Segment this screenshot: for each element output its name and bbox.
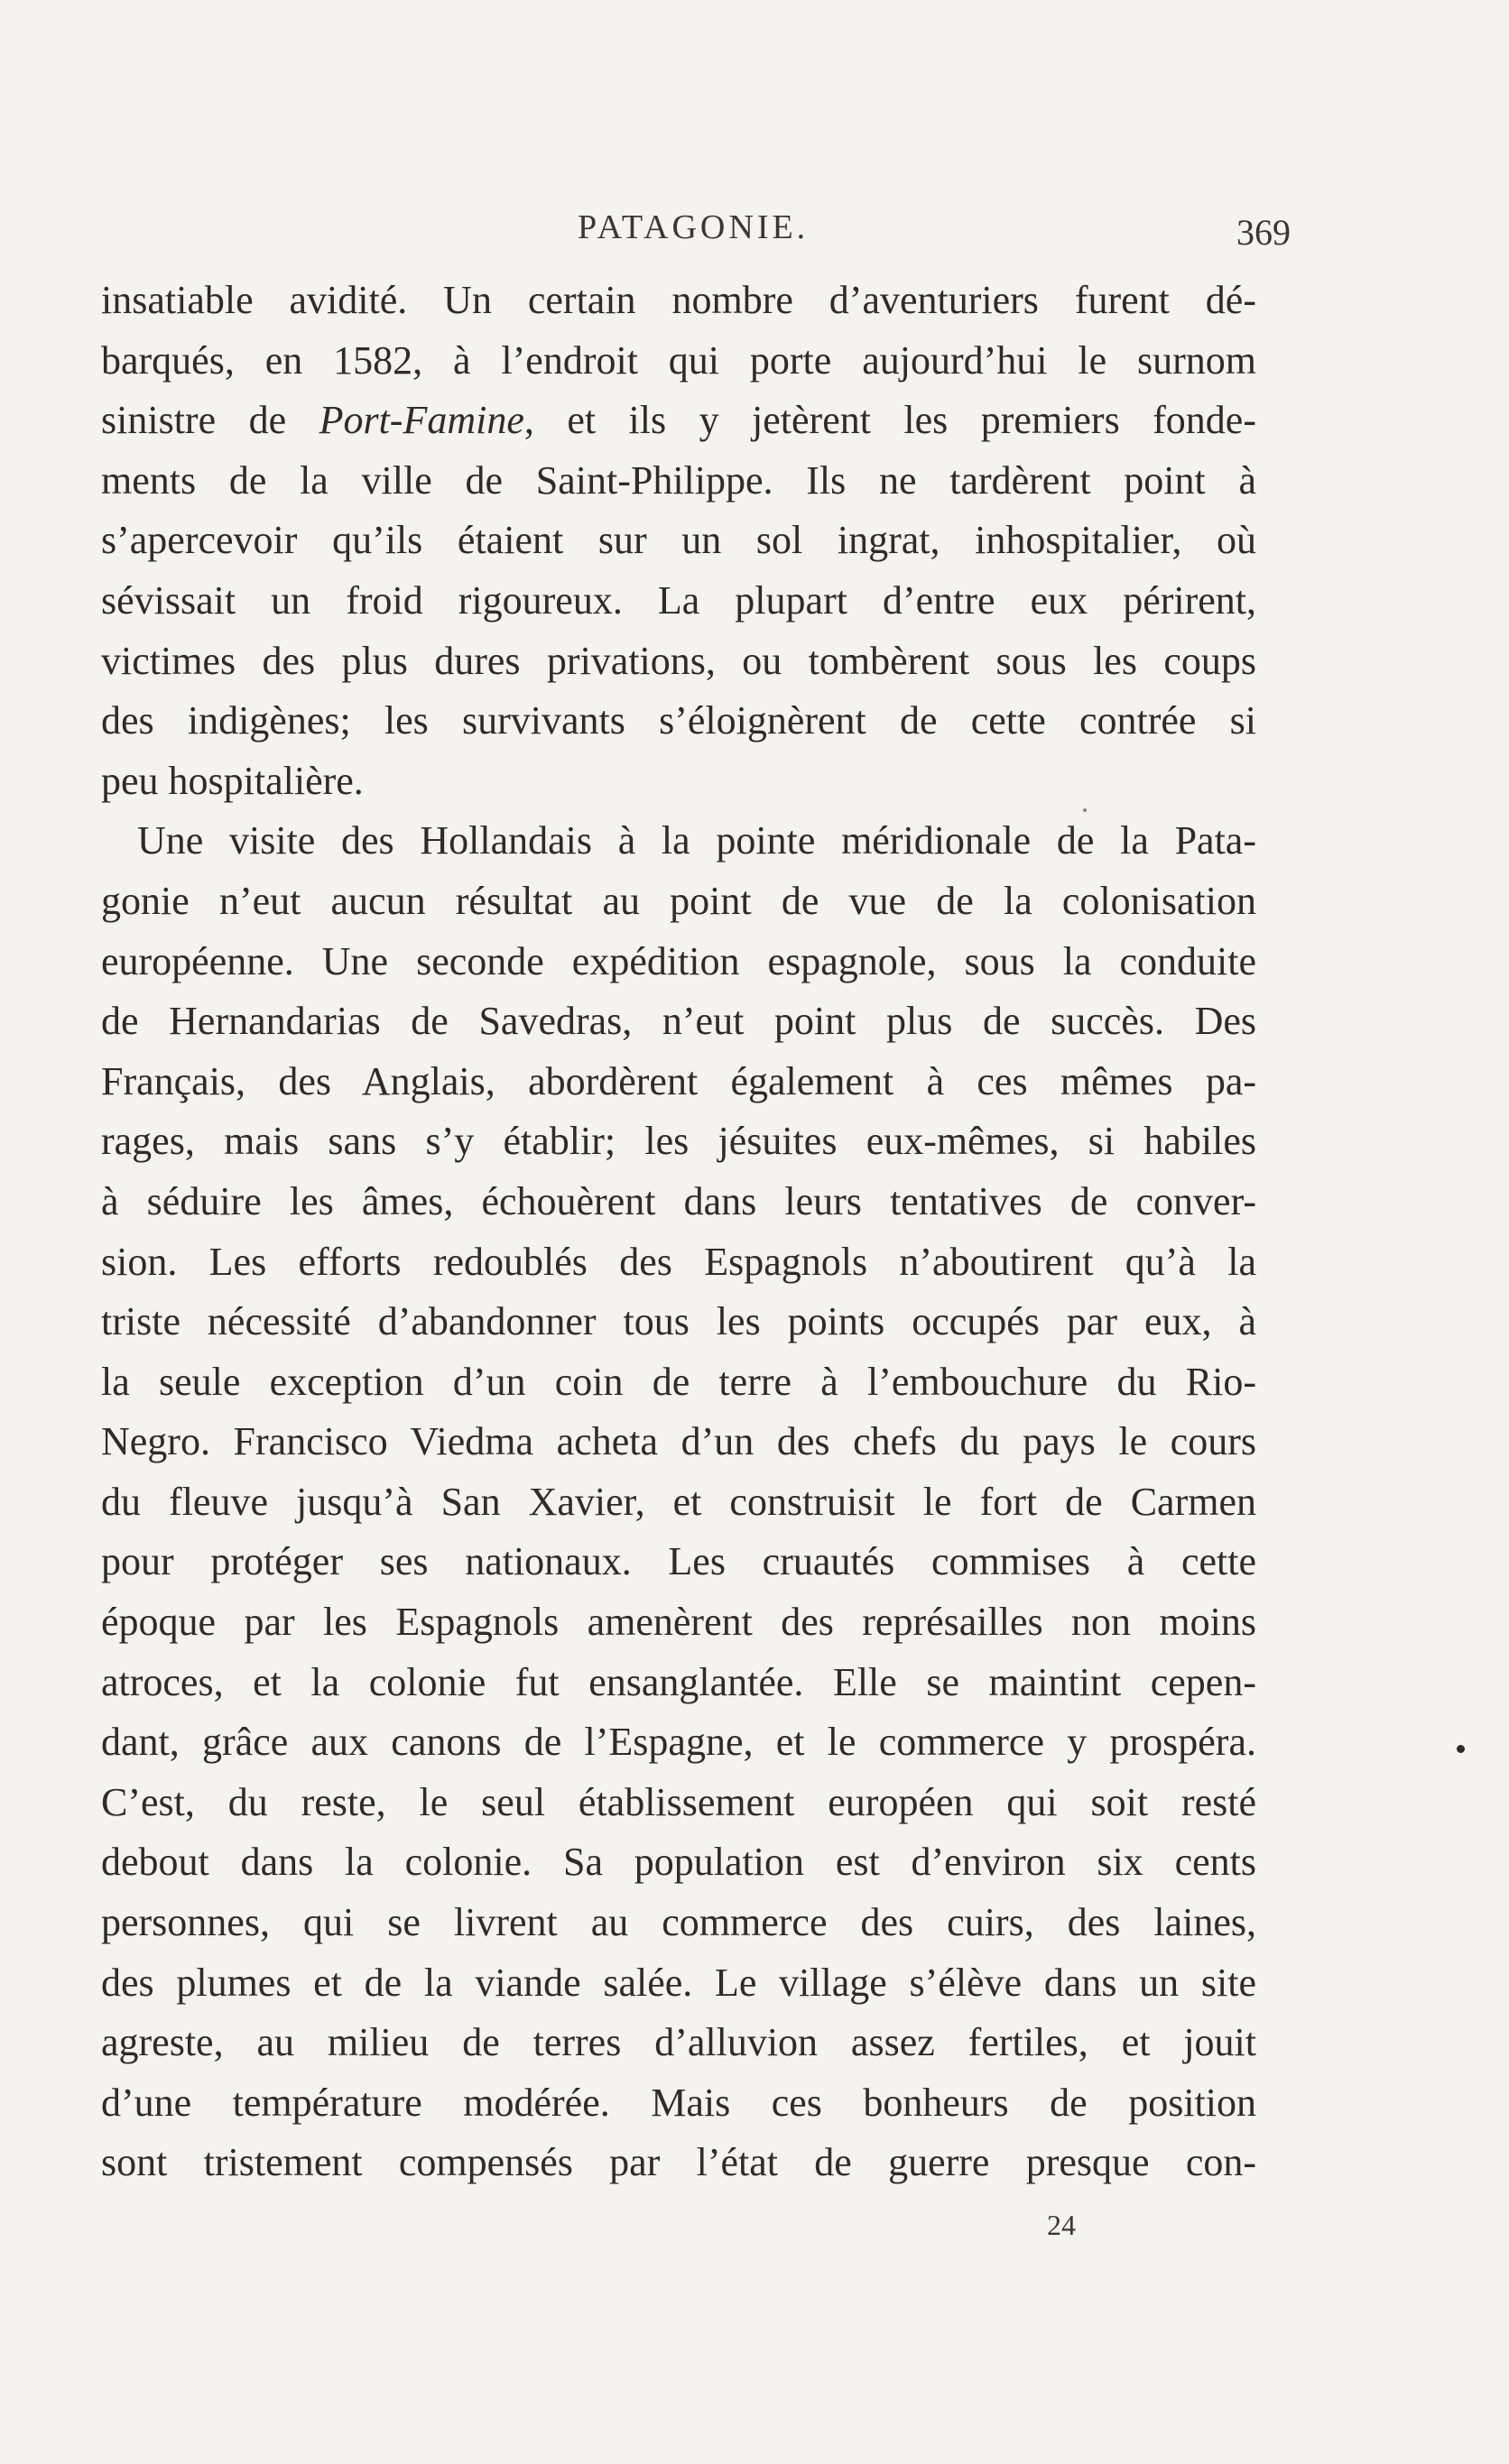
text-line: triste nécessité d’abandonner tous les points occupés par eux, à — [101, 1299, 1256, 1344]
text-line: victimes des plus dures privations, ou tombèrent sous les coups — [101, 638, 1256, 683]
text-line: sont tristement compensés par l’état de guerre presque con- — [101, 2140, 1256, 2185]
text-line: dant, grâce aux canons de l’Espagne, et le commerce y prospéra. — [101, 1720, 1256, 1765]
text-line: à séduire les âmes, échouèrent dans leurs tentatives de conver- — [101, 1178, 1256, 1223]
text-line: C’est, du reste, le seul établissement européen qui soit resté — [101, 1779, 1256, 1824]
signature-mark: 24 — [1047, 2209, 1076, 2241]
text-line: sévissait un froid rigoureux. La plupart d’entre eux périrent, — [101, 577, 1256, 623]
text-line: agreste, au milieu de terres d’alluvion assez fertiles, et jouit — [101, 2020, 1256, 2065]
text-line: Français, des Anglais, abordèrent également à ces mêmes pa- — [101, 1058, 1256, 1103]
text-line: barqués, en 1582, à l’endroit qui porte aujourd’hui le surnom — [101, 337, 1256, 383]
text-line: sinistre de Port-Famine, et ils y jetèrent les premiers fonde- — [101, 398, 1256, 443]
text-line: la seule exception d’un coin de terre à l’embouchure du Rio- — [101, 1359, 1256, 1404]
text-line: Negro. Francisco Viedma acheta d’un des chefs du pays le cours — [101, 1419, 1256, 1464]
text-line: gonie n’eut aucun résultat au point de vue de la colonisation — [101, 878, 1256, 923]
body-text — [101, 271, 1256, 2193]
running-title: PATAGONIE. — [578, 208, 810, 246]
page-number: 369 — [1236, 212, 1291, 253]
text-line: personnes, qui se livrent au commerce des cuirs, des laines, — [101, 1900, 1256, 1945]
text-line: pour protéger ses nationaux. Les cruautés commises à cette — [101, 1539, 1256, 1584]
text-line: sion. Les efforts redoublés des Espagnols n’aboutirent qu’à la — [101, 1239, 1256, 1284]
text-line: de Hernandarias de Savedras, n’eut point plus de succès. Des — [101, 999, 1256, 1044]
text-line: des plumes et de la viande salée. Le village s’élève dans un site — [101, 1960, 1256, 2005]
text-line: des indigènes; les survivants s’éloignèrent de cette contrée si — [101, 698, 1256, 743]
text-line: du fleuve jusqu’à San Xavier, et construisit le fort de Carmen — [101, 1479, 1256, 1524]
text-line: debout dans la colonie. Sa population est d’environ six cents — [101, 1840, 1256, 1885]
text-line: s’apercevoir qu’ils étaient sur un sol ingrat, inhospitalier, où — [101, 518, 1256, 563]
italic-place-name: Port-Famine — [319, 398, 524, 443]
ink-speck-small — [1083, 808, 1087, 812]
text-line: d’une température modérée. Mais ces bonheurs de position — [101, 2080, 1256, 2125]
text-line: époque par les Espagnols amenèrent des représailles non moins — [101, 1600, 1256, 1645]
text-line: rages, mais sans s’y établir; les jésuites eux-mêmes, si habiles — [101, 1119, 1256, 1164]
text-line: peu hospitalière. — [101, 758, 364, 803]
text-line: Une visite des Hollandais à la pointe méridionale de la Pata- — [137, 818, 1256, 863]
text-line: européenne. Une seconde expédition espagnole, sous la conduite — [101, 938, 1256, 983]
text-line: atroces, et la colonie fut ensanglantée. Elle se maintint cepen- — [101, 1659, 1256, 1704]
ink-speck — [1457, 1745, 1465, 1753]
text-line: insatiable avidité. Un certain nombre d’aventuriers furent dé- — [101, 278, 1256, 322]
text-line: ments de la ville de Saint-Philippe. Ils ne tardèrent point à — [101, 457, 1256, 503]
